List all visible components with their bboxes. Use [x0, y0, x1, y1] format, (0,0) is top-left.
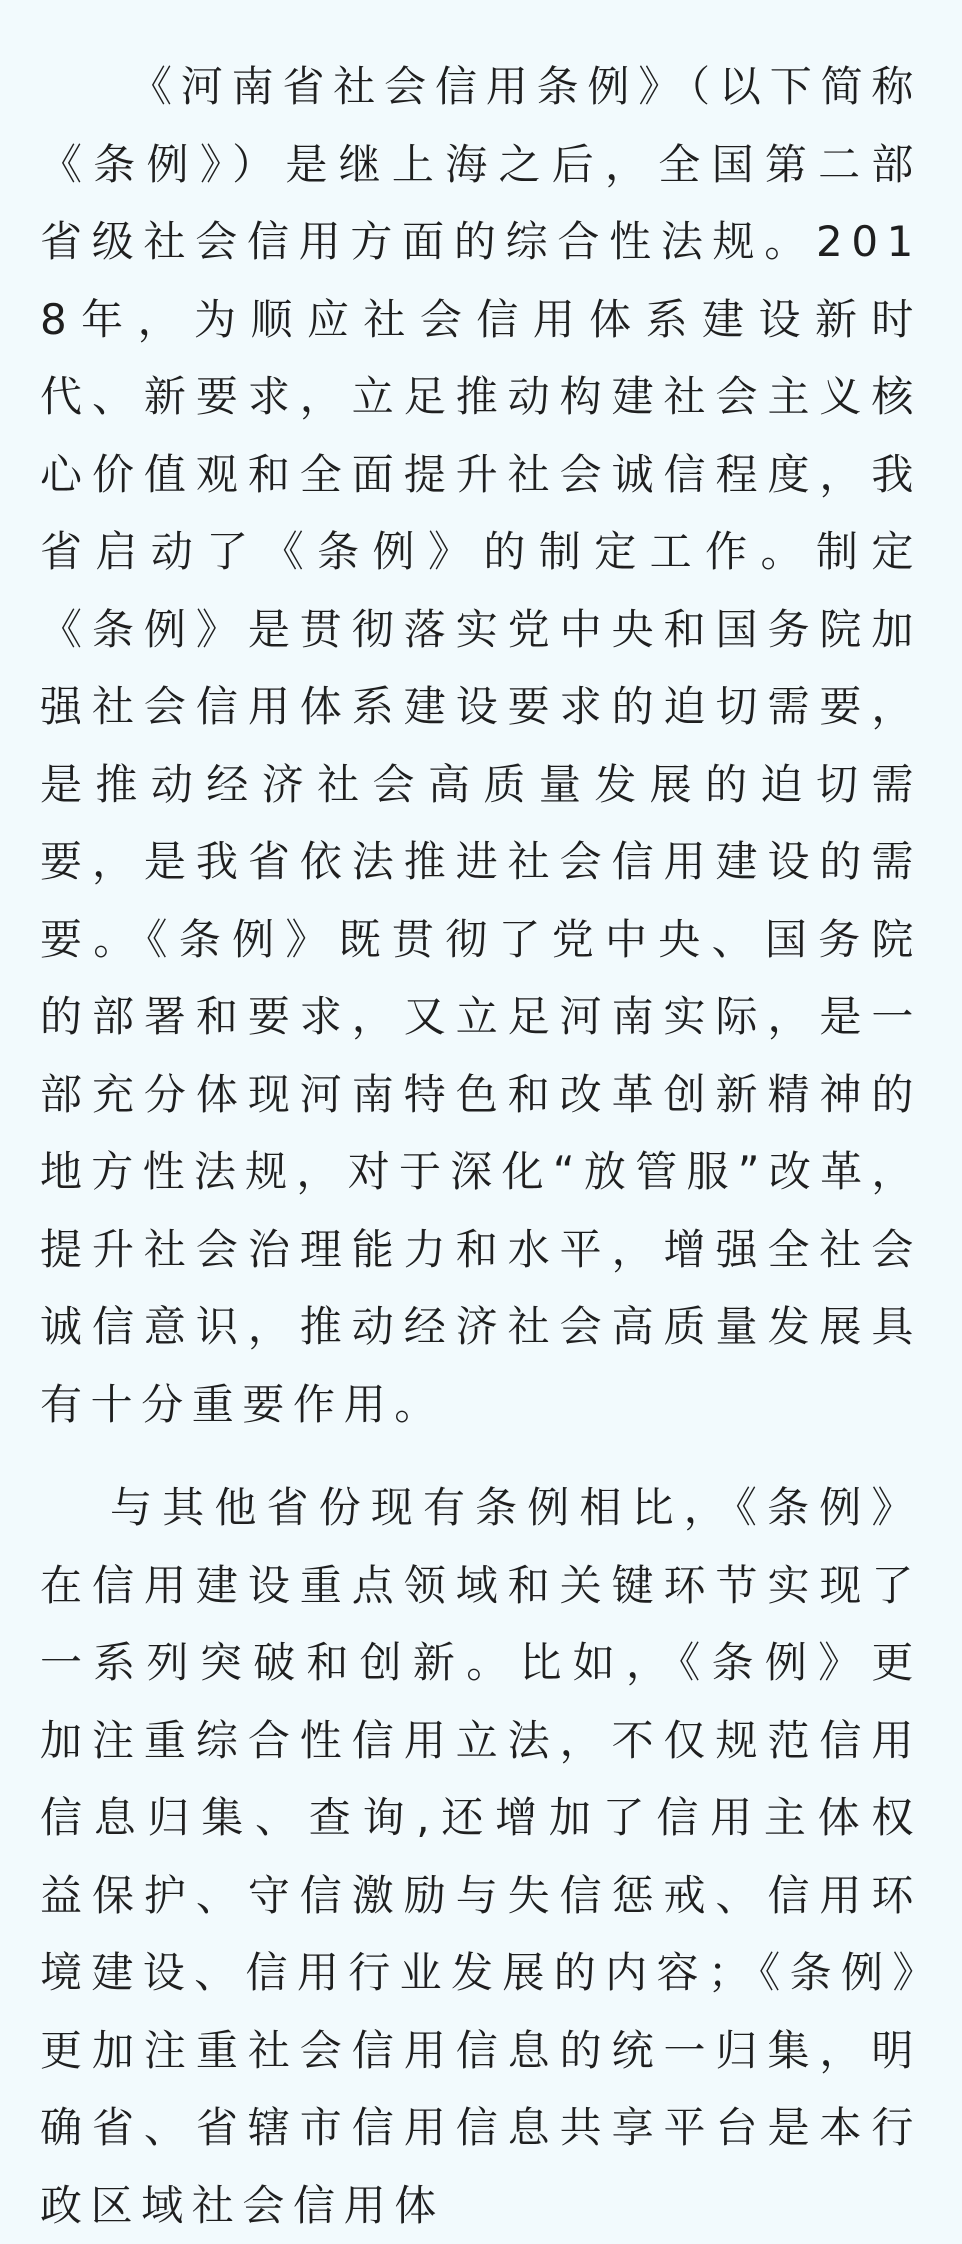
article-paragraph-1: 《河南省社会信用条例》（以下简称《条例》）是继上海之后，全国第二部省级社会信用方面的综合性法规。2018年，为顺应社会信用体系建设新时代、新要求，立足推动构建社会主义核心价值观和全面提升社会诚信程度，我省启动了《条例》的制定工作。制定《条例》是贯彻落实党中央和国务院加强社会信用体系建设要求的迫切需要，是推动经济社会高质量发展的迫切需要，是我省依法推进社会信用建设的需要。《条例》既贯彻了党中央、国务院的部署和要求，又立足河南实际，是一部充分体现河南特色和改革创新精神的地方性法规，对于深化“放管服”改革，提升社会治理能力和水平，增强全社会诚信意识，推动经济社会高质量发展具有十分重要作用。: [40, 62, 922, 1429]
article-paragraph-2: 与其他省份现有条例相比，《条例》在信用建设重点领域和关键环节实现了一系列突破和创新。比如，《条例》更加注重综合性信用立法，不仅规范信用信息归集、查询,还增加了信用主体权益保护、守信激励与失信惩戒、信用环境建设、信用行业发展的内容；《条例》更加注重社会信用信息的统一归集，明确省、省辖市信用信息共享平台是本行政区域社会信用体: [40, 1483, 922, 2230]
